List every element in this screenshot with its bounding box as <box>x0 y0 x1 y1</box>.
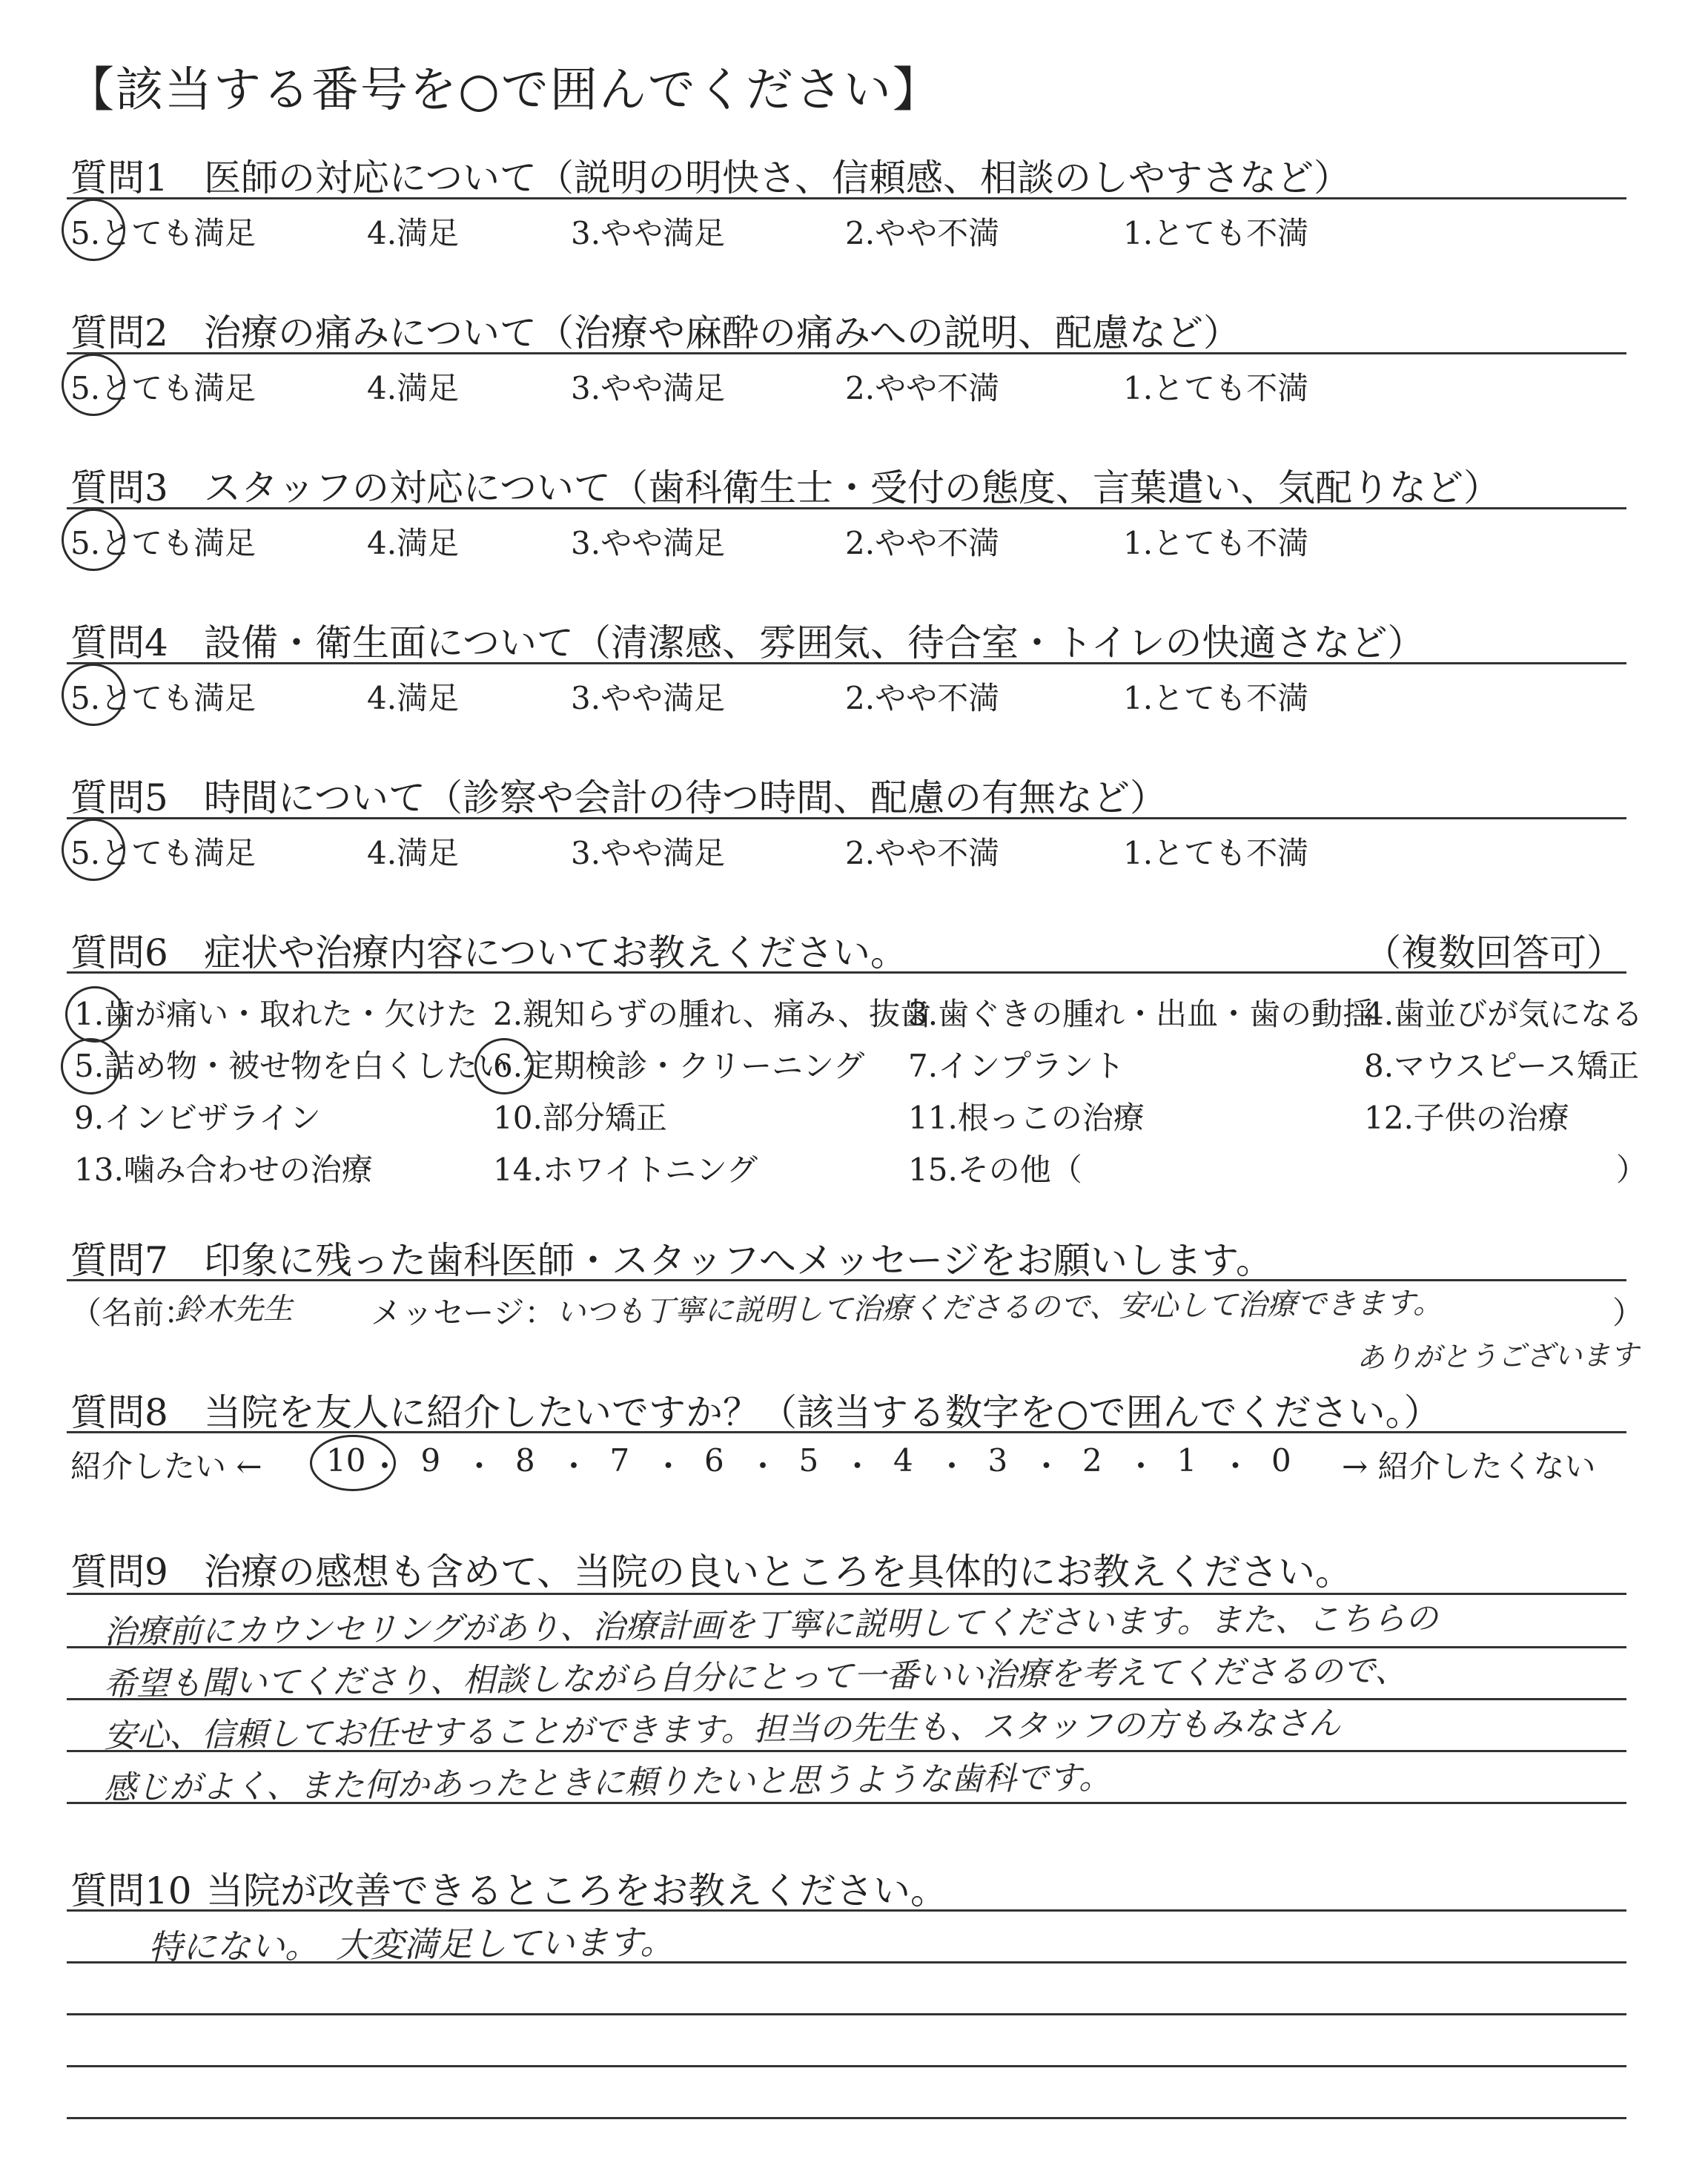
q6-option-15[interactable]: 15.その他（ <box>908 1152 1082 1188</box>
q5-text: 時間について（診察や会計の待つ時間、配慮の有無など） <box>204 776 1167 819</box>
q6-text: 症状や治療内容についてお教えください。 <box>204 931 907 974</box>
q1-text: 医師の対応について（説明の明快さ、信頼感、相談のしやすさなど） <box>204 156 1351 199</box>
q8-scale-8[interactable]: 8 <box>515 1442 535 1479</box>
q9-answer-line: 希望も聞いてくださり、相談しながら自分にとって一番いい治療を考えてくださるので、 <box>103 1651 1408 1703</box>
q8-scale-5[interactable]: 5 <box>798 1442 819 1479</box>
q6-option-14[interactable]: 14.ホワイトニング <box>493 1152 758 1188</box>
q5-option-3[interactable]: 3.やや満足 <box>571 835 726 871</box>
q1-option-3[interactable]: 3.やや満足 <box>571 215 726 251</box>
q6-rule <box>67 971 1626 974</box>
q7-label: 質問7 <box>70 1239 168 1282</box>
q7-name-value: 鈴木先生 <box>173 1292 294 1327</box>
q1-label: 質問1 <box>70 156 168 199</box>
q9-answer-line: 安心、信頼してお任せすることができます。担当の先生も、スタッフの方もみなさん <box>103 1704 1341 1755</box>
q6-option-11[interactable]: 11.根っこの治療 <box>908 1100 1145 1136</box>
q10-rule <box>67 2065 1626 2067</box>
q6-option-5[interactable]: 5.詰め物・被せ物を白くしたい <box>74 1048 509 1084</box>
q7-close-paren: ） <box>1612 1295 1644 1331</box>
q4-option-2[interactable]: 2.やや不満 <box>845 680 1000 716</box>
q7-message-label: メッセージ： <box>371 1295 556 1331</box>
q7-message-cont: ありがとうございます <box>1356 1338 1639 1374</box>
q3-option-3[interactable]: 3.やや満足 <box>571 525 726 561</box>
q6-note: （複数回答可） <box>1364 931 1623 974</box>
q8-scale-4[interactable]: 4 <box>893 1442 913 1479</box>
q6-option-16: ） <box>1616 1152 1648 1188</box>
q8-scale-separator: ・ <box>936 1448 968 1484</box>
q10-text: 当院が改善できるところをお教えください。 <box>206 1869 947 1912</box>
q7-text: 印象に残った歯科医師・スタッフへメッセージをお願いします。 <box>204 1239 1273 1282</box>
q9-text: 治療の感想も含めて、当院の良いところを具体的にお教えください。 <box>204 1550 1352 1593</box>
q8-scale-6[interactable]: 6 <box>704 1442 724 1479</box>
q2-option-5[interactable]: 5.とても満足 <box>70 370 256 406</box>
q5-label: 質問5 <box>70 776 168 819</box>
q1-option-2[interactable]: 2.やや不満 <box>845 215 1000 251</box>
q5-option-1[interactable]: 1.とても不満 <box>1123 835 1309 871</box>
q2-option-4[interactable]: 4.満足 <box>367 370 460 406</box>
q6-option-4[interactable]: 4.歯並びが気になる <box>1364 996 1644 1032</box>
q6-option-10[interactable]: 10.部分矯正 <box>493 1100 667 1136</box>
q2-option-3[interactable]: 3.やや満足 <box>571 370 726 406</box>
q8-left-label: 紹介したい ← <box>70 1448 262 1484</box>
q5-option-2[interactable]: 2.やや不満 <box>845 835 1000 871</box>
q3-text: スタッフの対応について（歯科衛生士・受付の態度、言葉遣い、気配りなど） <box>204 466 1500 509</box>
q4-option-1[interactable]: 1.とても不満 <box>1123 680 1309 716</box>
q4-text: 設備・衛生面について（清潔感、雰囲気、待合室・トイレの快適さなど） <box>204 621 1425 664</box>
q8-scale-9[interactable]: 9 <box>420 1442 441 1479</box>
q8-scale-7[interactable]: 7 <box>609 1442 630 1479</box>
q8-scale-separator: ・ <box>1219 1448 1251 1484</box>
q8-scale-10[interactable]: 10 <box>326 1442 366 1479</box>
q1-option-1[interactable]: 1.とても不満 <box>1123 215 1309 251</box>
q8-scale-separator: ・ <box>1030 1448 1062 1484</box>
q6-option-1[interactable]: 1.歯が痛い・取れた・欠けた <box>74 996 478 1032</box>
q9-label: 質問9 <box>70 1550 168 1593</box>
q8-text: 当院を友人に紹介したいですか？（該当する数字を○で囲んでください。） <box>204 1391 1441 1434</box>
q10-label: 質問10 <box>70 1869 192 1912</box>
q10-rule <box>67 2117 1626 2119</box>
q6-label: 質問6 <box>70 931 168 974</box>
q6-option-9[interactable]: 9.インビザライン <box>74 1100 321 1136</box>
q10-rule <box>67 2013 1626 2015</box>
q8-scale-separator: ・ <box>369 1448 401 1484</box>
q2-option-2[interactable]: 2.やや不満 <box>845 370 1000 406</box>
q10-answer-line: 特にない。 大変満足しています。 <box>148 1921 675 1967</box>
q6-option-13[interactable]: 13.噛み合わせの治療 <box>74 1152 373 1188</box>
q3-rule <box>67 507 1626 509</box>
q8-scale-separator: ・ <box>652 1448 684 1484</box>
q8-right-label: → 紹介したくない <box>1342 1448 1596 1484</box>
q8-label: 質問8 <box>70 1391 168 1434</box>
q3-option-2[interactable]: 2.やや不満 <box>845 525 1000 561</box>
q3-label: 質問3 <box>70 466 168 509</box>
q8-scale-separator: ・ <box>747 1448 779 1484</box>
q3-option-1[interactable]: 1.とても不満 <box>1123 525 1309 561</box>
q9-answer-line: 感じがよく、また何かあったときに頼りたいと思うような歯科です。 <box>103 1758 1112 1807</box>
q5-option-5[interactable]: 5.とても満足 <box>70 835 256 871</box>
q7-name-label: （名前： <box>70 1295 196 1331</box>
q2-text: 治療の痛みについて（治療や麻酔の痛みへの説明、配慮など） <box>204 311 1240 354</box>
q7-message-value: いつも丁寧に説明して治療くださるので、安心して治療できます。 <box>555 1286 1443 1330</box>
q8-scale-separator: ・ <box>463 1448 495 1484</box>
q3-option-4[interactable]: 4.満足 <box>367 525 460 561</box>
q2-label: 質問2 <box>70 311 168 354</box>
q4-label: 質問4 <box>70 621 168 664</box>
q4-option-5[interactable]: 5.とても満足 <box>70 680 256 716</box>
q5-rule <box>67 817 1626 819</box>
q3-option-5[interactable]: 5.とても満足 <box>70 525 256 561</box>
q8-scale-1[interactable]: 1 <box>1176 1442 1197 1479</box>
q2-option-1[interactable]: 1.とても不満 <box>1123 370 1309 406</box>
q6-option-6[interactable]: 6.定期検診・クリーニング <box>493 1048 865 1084</box>
q6-option-2[interactable]: 2.親知らずの腫れ、痛み、抜歯 <box>493 996 932 1032</box>
q8-scale-separator: ・ <box>1125 1448 1157 1484</box>
q4-rule <box>67 662 1626 664</box>
q9-answer-line: 治療前にカウンセリングがあり、治療計画を丁寧に説明してくださいます。また、こちらの <box>103 1599 1438 1651</box>
q6-option-3[interactable]: 3.歯ぐきの腫れ・出血・歯の動揺 <box>908 996 1374 1032</box>
q4-option-3[interactable]: 3.やや満足 <box>571 680 726 716</box>
q8-scale-separator: ・ <box>558 1448 590 1484</box>
q6-option-8[interactable]: 8.マウスピース矯正 <box>1364 1048 1640 1084</box>
form-title: 【該当する番号を○で囲んでください】 <box>67 63 941 118</box>
q4-option-4[interactable]: 4.満足 <box>367 680 460 716</box>
q5-option-4[interactable]: 4.満足 <box>367 835 460 871</box>
q1-option-4[interactable]: 4.満足 <box>367 215 460 251</box>
q6-option-7[interactable]: 7.インプラント <box>908 1048 1125 1084</box>
q8-rule <box>67 1431 1626 1433</box>
q1-option-5[interactable]: 5.とても満足 <box>70 215 256 251</box>
q8-scale-separator: ・ <box>841 1448 873 1484</box>
q8-scale-3[interactable]: 3 <box>987 1442 1008 1479</box>
q10-rule <box>67 1909 1626 1912</box>
q8-scale-0[interactable]: 0 <box>1271 1442 1291 1479</box>
q2-rule <box>67 352 1626 354</box>
q8-scale-2[interactable]: 2 <box>1082 1442 1102 1479</box>
q6-option-12[interactable]: 12.子供の治療 <box>1364 1100 1569 1136</box>
q1-rule <box>67 197 1626 199</box>
